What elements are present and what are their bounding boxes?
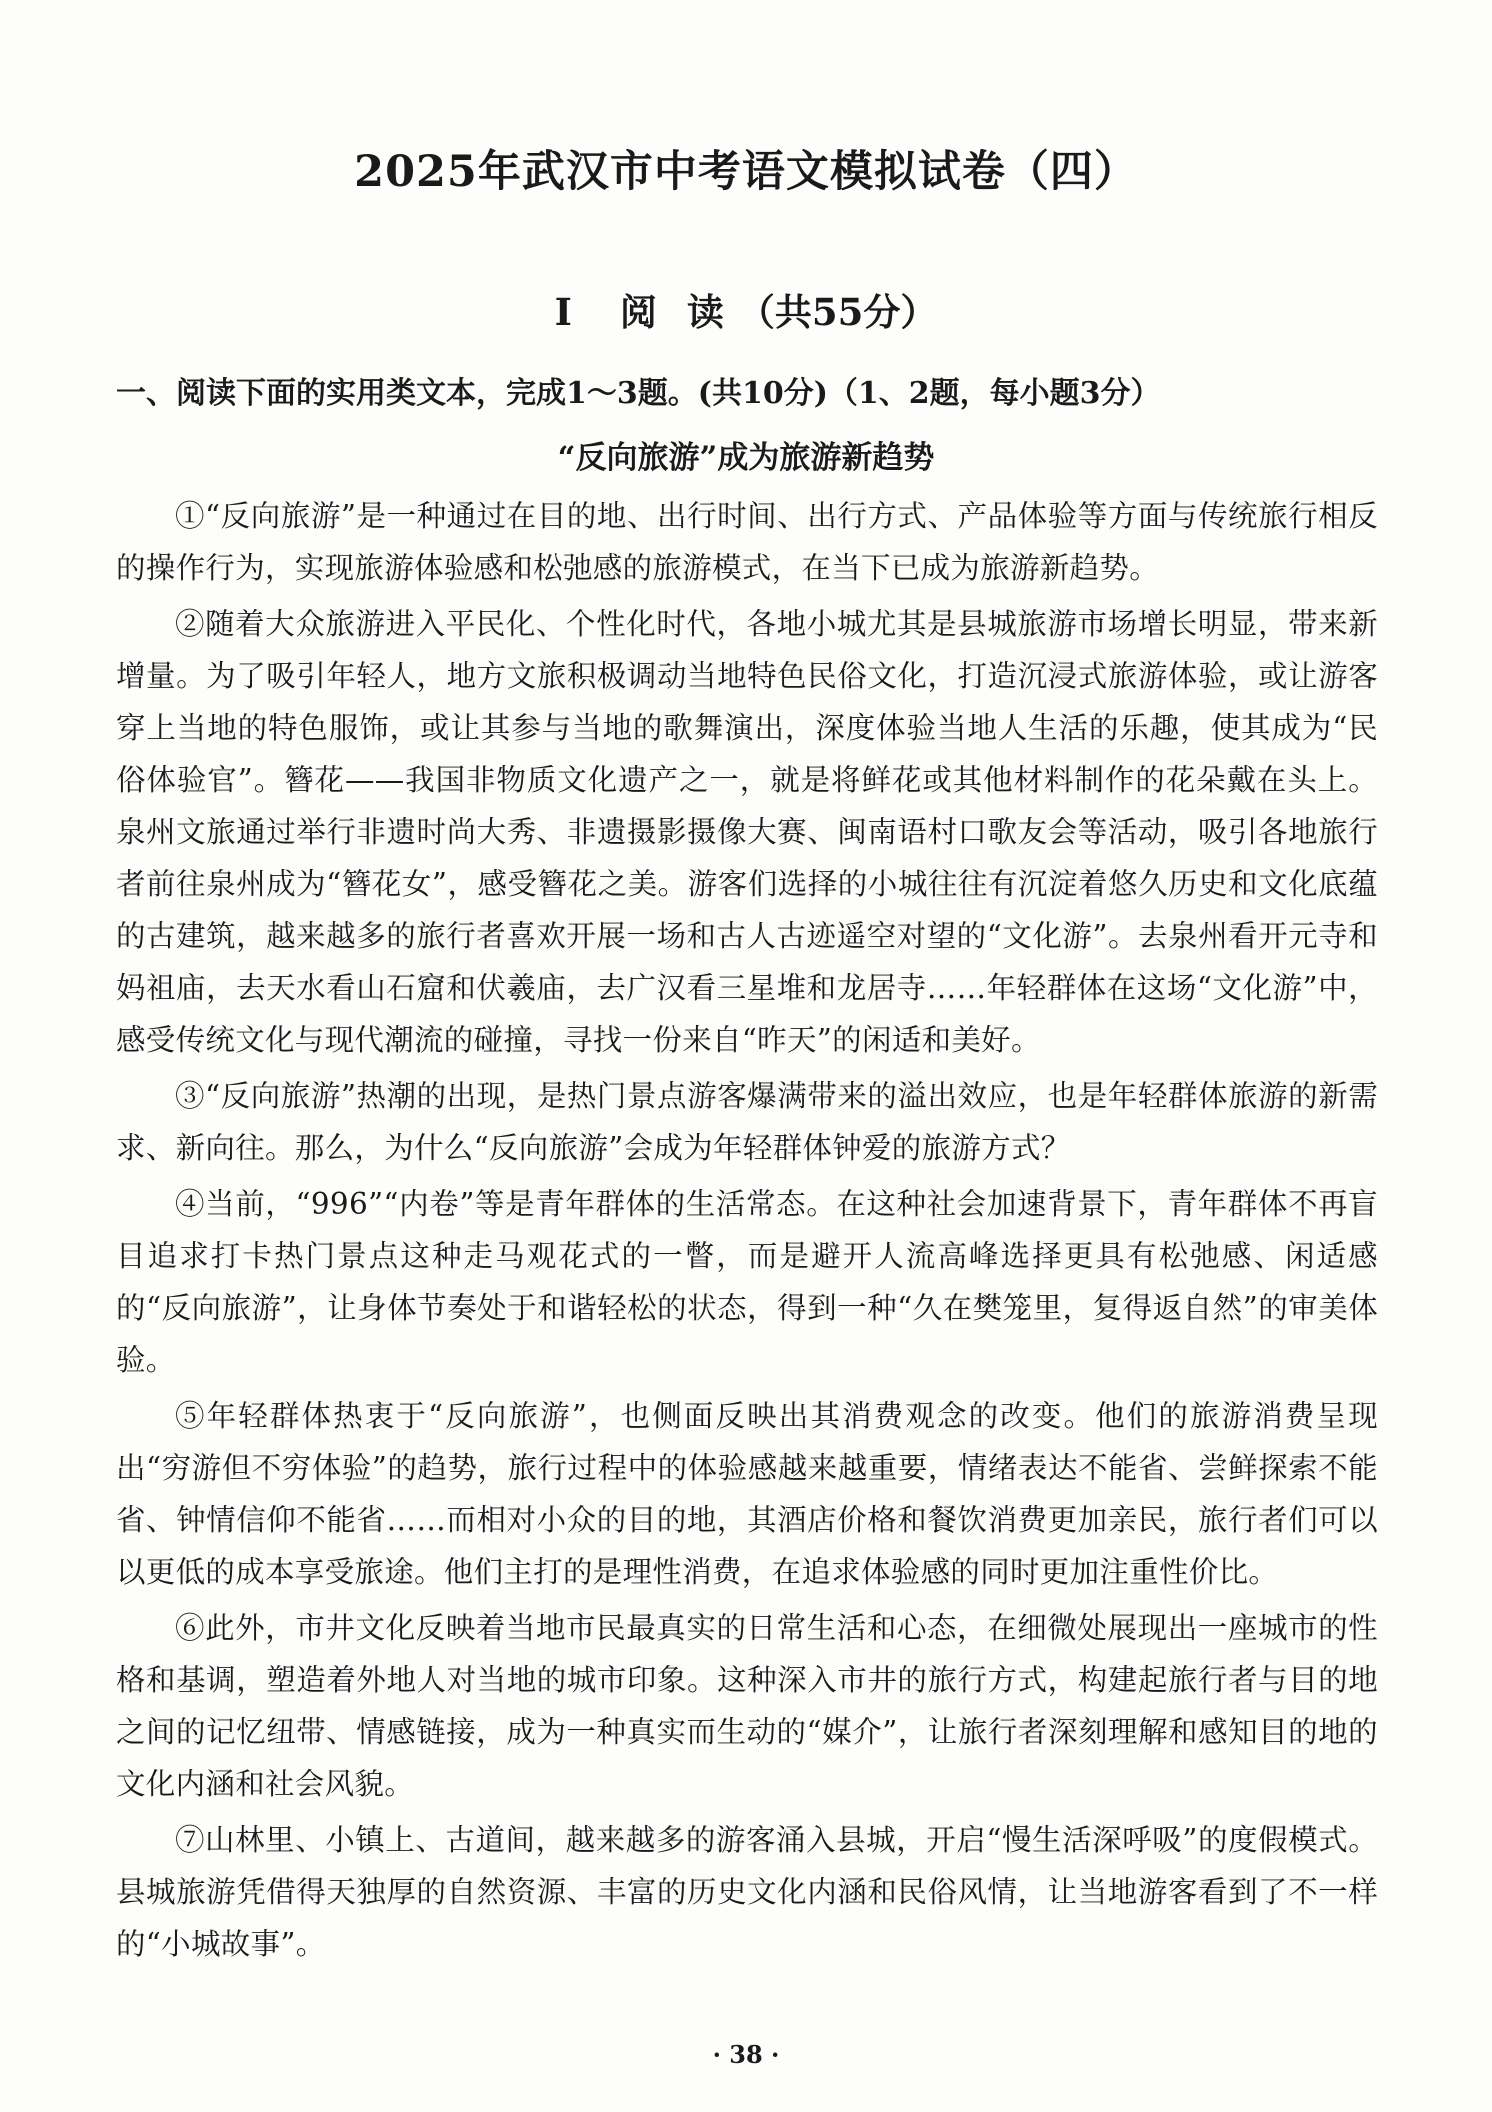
page-number: · 38 · [712,2040,780,2069]
paragraph-4: ④当前，“996”“内卷”等是青年群体的生活常态。在这种社会加速背景下，青年群体不再盲目追求打卡热门景点这种走马观花式的一瞥，而是避开人流高峰选择更具有松弛感、闲适感的“反向旅游”，让身体节奏处于和谐轻松的状态，得到一种“久在樊笼里，复得返自然”的审美体验。 [116,1187,1378,1377]
paragraph-1: ①“反向旅游”是一种通过在目的地、出行时间、出行方式、产品体验等方面与传统旅行相反的操作行为，实现旅游体验感和松弛感的旅游模式，在当下已成为旅游新趋势。 [116,499,1378,585]
article-body [116,490,1378,1974]
article-title: “反向旅游”成为旅游新趋势 [557,440,935,476]
exam-title: 2025年武汉市中考语文模拟试卷（四） [354,147,1138,197]
section-score: （共55分） [737,290,938,334]
section-numeral: I [554,290,572,334]
paragraph-5: ⑤年轻群体热衷于“反向旅游”，也侧面反映出其消费观念的改变。他们的旅游消费呈现出“穷游但不穷体验”的趋势，旅行过程中的体验感越来越重要，情绪表达不能省、尝鲜探索不能省、钟情信仰不能省……而相对小众的目的地，其酒店价格和餐饮消费更加亲民，旅行者们可以以更低的成本享受旅途。他们主打的是理性消费，在追求体验感的同时更加注重性价比。 [116,1399,1378,1589]
section-char-2: 读 [686,290,724,334]
question-intro: 一、阅读下面的实用类文本，完成1～3题。(共10分)（1、2题，每小题3分） [116,376,1161,411]
section-heading [0,282,1492,336]
section-char-1: 阅 [619,290,657,334]
paragraph-6: ⑥此外，市井文化反映着当地市民最真实的日常生活和心态，在细微处展现出一座城市的性格和基调，塑造着外地人对当地的城市印象。这种深入市井的旅行方式，构建起旅行者与目的地之间的记忆纽带、情感链接，成为一种真实而生动的“媒介”，让旅行者深刻理解和感知目的地的文化内涵和社会风貌。 [116,1611,1378,1801]
paragraph-7: ⑦山林里、小镇上、古道间，越来越多的游客涌入县城，开启“慢生活深呼吸”的度假模式。县城旅游凭借得天独厚的自然资源、丰富的历史文化内涵和民俗风情，让当地游客看到了不一样的“小城故事”。 [116,1823,1378,1961]
paragraph-3: ③“反向旅游”热潮的出现，是热门景点游客爆满带来的溢出效应，也是年轻群体旅游的新需求、新向往。那么，为什么“反向旅游”会成为年轻群体钟爱的旅游方式？ [116,1079,1378,1165]
paragraph-2: ②随着大众旅游进入平民化、个性化时代，各地小城尤其是县城旅游市场增长明显，带来新增量。为了吸引年轻人，地方文旅积极调动当地特色民俗文化，打造沉浸式旅游体验，或让游客穿上当地的特色服饰，或让其参与当地的歌舞演出，深度体验当地人生活的乐趣，使其成为“民俗体验官”。簪花——我国非物质文化遗产之一，就是将鲜花或其他材料制作的花朵戴在头上。泉州文旅通过举行非遗时尚大秀、非遗摄影摄像大赛、闽南语村口歌友会等活动，吸引各地旅行者前往泉州成为“簪花女”，感受簪花之美。游客们选择的小城往往有沉淀着悠久历史和文化底蕴的古建筑，越来越多的旅行者喜欢开展一场和古人古迹遥空对望的“文化游”。去泉州看开元寺和妈祖庙，去天水看山石窟和伏羲庙，去广汉看三星堆和龙居寺……年轻群体在这场“文化游”中，感受传统文化与现代潮流的碰撞，寻找一份来自“昨天”的闲适和美好。 [116,607,1378,1057]
